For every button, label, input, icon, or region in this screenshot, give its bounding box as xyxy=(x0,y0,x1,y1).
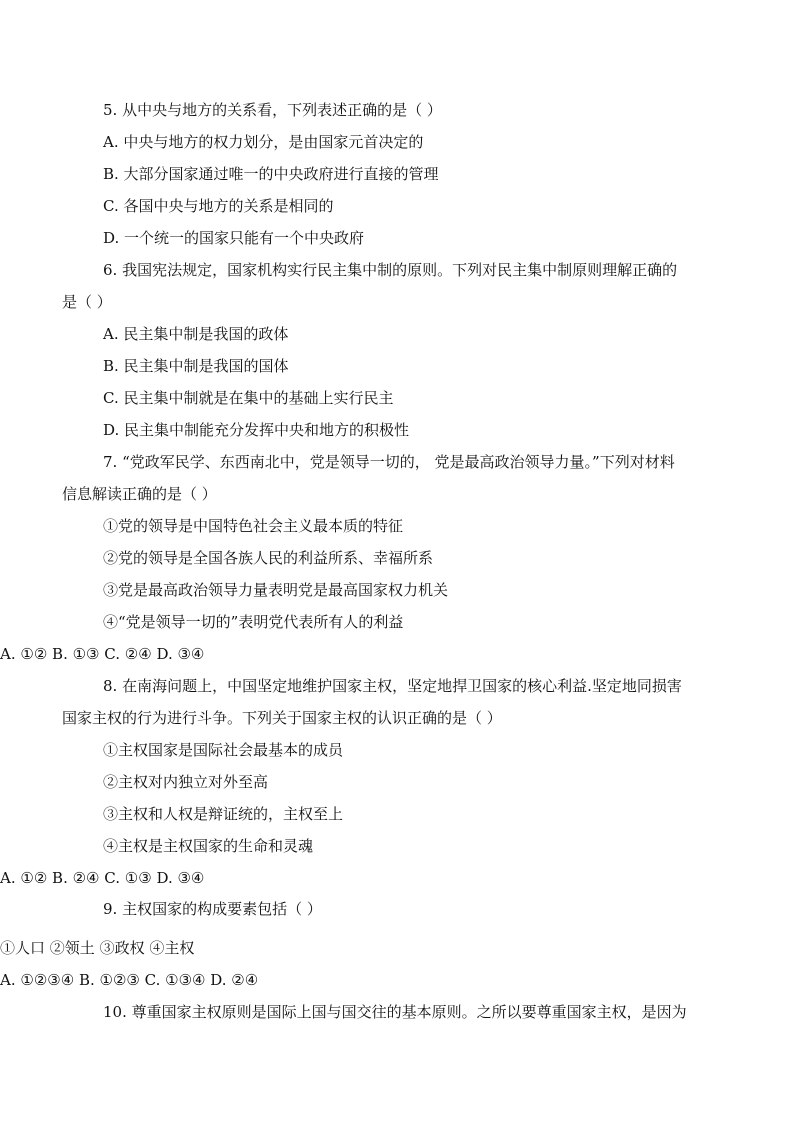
question-8-answer-a: A. ①② xyxy=(0,869,48,887)
question-6-stem-cont: 是（ ） xyxy=(62,293,112,311)
question-7-answer-a: A. ①② xyxy=(0,645,48,663)
question-5-stem: 5. 从中央与地方的关系看，下列表述正确的是（ ） xyxy=(103,101,442,119)
question-8-stem: 8. 在南海问题上，中国坚定地维护国家主权，坚定地捍卫国家的核心利益.坚定地同损害 xyxy=(103,677,682,695)
question-6-option-b: B. 民主集中制是我国的国体 xyxy=(103,357,289,375)
question-6-stem: 6. 我国宪法规定，国家机构实行民主集中制的原则。下列对民主集中制原则理解正确的 xyxy=(103,261,678,279)
question-7-statement-3: ③党是最高政治领导力量表明党是最高国家权力机关 xyxy=(103,581,449,599)
question-8-stem-cont: 国家主权的行为进行斗争。下列关于国家主权的认识正确的是（ ） xyxy=(62,709,502,727)
question-9-answer-d: D. ②④ xyxy=(210,971,259,989)
question-7-stem: 7. “党政军民学、东西南北中，党是领导一切的， 党是最高政治领导力量。”下列对材料 xyxy=(103,453,675,471)
question-9-answer-b: B. ①②③ xyxy=(78,971,140,989)
question-9-stem: 9. 主权国家的构成要素包括（ ） xyxy=(103,900,322,918)
question-7-answer-d: D. ③④ xyxy=(156,645,205,663)
question-8-answer-row xyxy=(0,868,794,888)
question-10-stem: 10. 尊重国家主权原则是国际上国与国交往的基本原则。之所以要尊重国家主权，是因为 xyxy=(103,1003,687,1021)
question-8-statement-1: ①主权国家是国际社会最基本的成员 xyxy=(103,741,344,759)
question-9-answer-row xyxy=(0,970,794,990)
question-9-statement-2: ②领土 xyxy=(49,939,95,957)
question-6-option-a: A. 民主集中制是我国的政体 xyxy=(103,325,289,343)
question-9-statement-1: ①人口 xyxy=(0,939,46,957)
question-7-answer-c: C. ②④ xyxy=(104,645,152,663)
question-9-answer-c: C. ①③④ xyxy=(144,971,206,989)
question-8-statement-4: ④主权是主权国家的生命和灵魂 xyxy=(103,837,314,855)
question-9-statement-row xyxy=(0,938,794,958)
question-8-answer-d: D. ③④ xyxy=(156,869,205,887)
question-5-option-b: B. 大部分国家通过唯一的中央政府进行直接的管理 xyxy=(103,165,439,183)
question-5-option-c: C. 各国中央与地方的关系是相同的 xyxy=(103,197,334,215)
question-8-answer-c: C. ①③ xyxy=(104,869,152,887)
question-6-option-c: C. 民主集中制就是在集中的基础上实行民主 xyxy=(103,389,394,407)
question-6-option-d: D. 民主集中制能充分发挥中央和地方的积极性 xyxy=(103,421,410,439)
question-7-answer-row xyxy=(0,644,794,664)
question-5-option-a: A. 中央与地方的权力划分，是由国家元首决定的 xyxy=(103,133,424,151)
question-7-statement-2: ②党的领导是全国各族人民的利益所系、幸福所系 xyxy=(103,549,434,567)
question-8-statement-2: ②主权对内独立对外至高 xyxy=(103,773,269,791)
question-7-statement-1: ①党的领导是中国特色社会主义最本质的特征 xyxy=(103,517,404,535)
question-9-statement-4: ④主权 xyxy=(149,939,195,957)
question-5-option-d: D. 一个统一的国家只能有一个中央政府 xyxy=(103,229,365,247)
question-7-answer-b: B. ①③ xyxy=(52,645,100,663)
question-8-answer-b: B. ②④ xyxy=(52,869,100,887)
question-8-statement-3: ③主权和人权是辩证统的，主权至上 xyxy=(103,805,344,823)
question-7-stem-cont: 信息解读正确的是（ ） xyxy=(62,485,217,503)
question-7-statement-4: ④“党是领导一切的”表明党代表所有人的利益 xyxy=(103,613,404,631)
question-9-statement-3: ③政权 xyxy=(99,939,145,957)
question-9-answer-a: A. ①②③④ xyxy=(0,971,75,989)
